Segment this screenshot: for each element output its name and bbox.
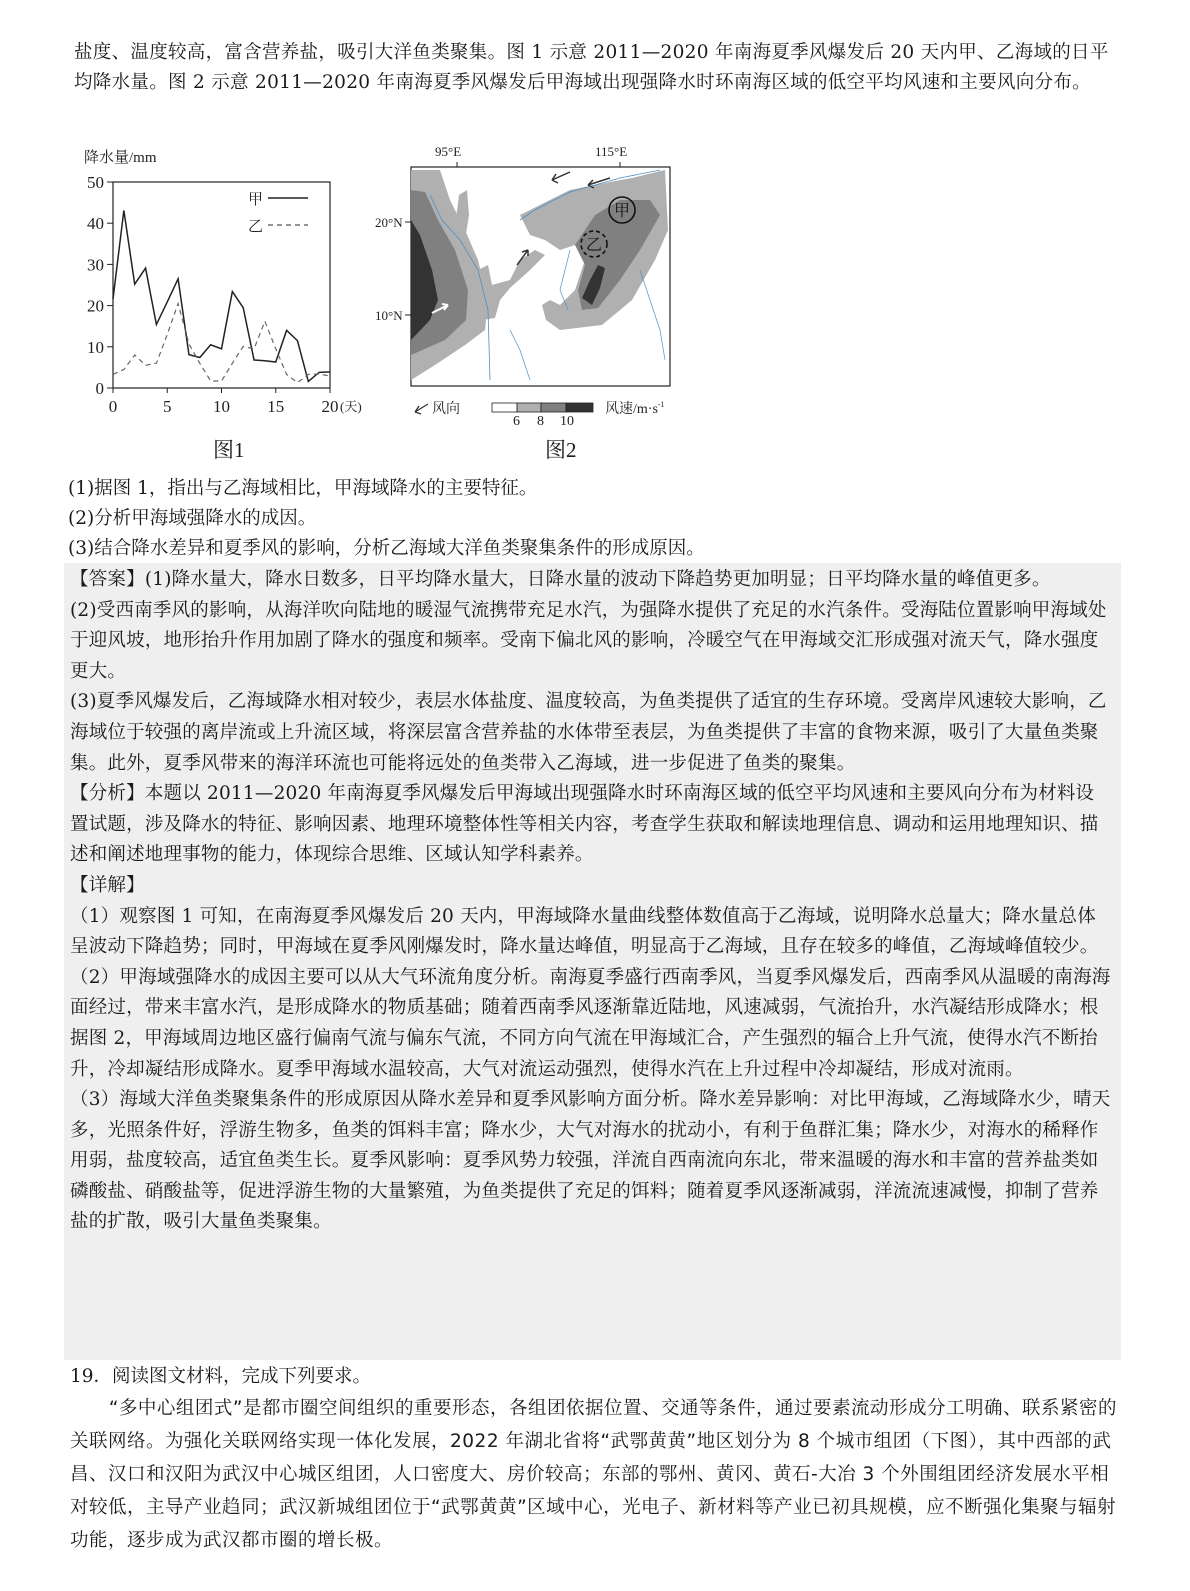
x-tick-label: 0 (108, 397, 118, 416)
answer-3: (3)夏季风爆发后，乙海域降水相对较少，表层水体盐度、温度较高，为鱼类提供了适宜的生存环境。受离岸风速较大影响，乙海域位于较强的离岸流或上升流区域，将深层富含营养盐的水体带至表层，为鱼类提供了丰富的食物来源，吸引了大量鱼类聚集。此外，夏季风带来的海洋环流也可能将远处的鱼类带入乙海域，进一步促进了鱼类的聚集。 (70, 691, 1107, 774)
y-tick-label: 20 (87, 296, 104, 316)
x-tick-label: 5 (163, 397, 172, 416)
legend-label-jia: 甲 (248, 192, 264, 208)
answer-label: 【答案】 (70, 569, 145, 590)
figure1-caption: 图1 (213, 438, 245, 462)
svg-text:8: 8 (537, 414, 544, 429)
legend-label-yi: 乙 (248, 219, 264, 235)
answer-explanation-block (64, 563, 1121, 1360)
figure2-caption: 图2 (545, 438, 577, 462)
svg-text:风速/m·s-1: 风速$/m\cdot s^{-1}$ (605, 400, 665, 417)
question-3: (3)结合降水差异和夏季风的影响，分析乙海域大洋鱼类聚集条件的形成原因。 (68, 538, 705, 559)
svg-text:10: 10 (560, 414, 574, 429)
detail-2: （2）甲海域强降水的成因主要可以从大气环流角度分析。南海夏季盛行西南季风，当夏季风爆发后，西南季风从温暖的南海海面经过，带来丰富水汽，是形成降水的物质基础；随着西南季风逐渐靠近陆地，风速减弱，气流抬升，水汽凝结形成降水；根据图 2，甲海域周边地区盛行偏南气流与偏东气流，不同方向气流在甲海域汇合，产生强烈的辐合上升气流，使得水汽不断抬升，冷却凝结形成降水。夏季甲海域水温较高，大气对流运动强烈，使得水汽在上升过程中冷却凝结，形成对流雨。 (70, 966, 1111, 1080)
wind-speed-map (370, 140, 700, 440)
svg-text:风向: 风向 (432, 402, 460, 417)
plot-frame (113, 182, 330, 388)
y-tick-label: 0 (95, 379, 104, 398)
x-axis-label: (天) (340, 399, 362, 414)
analysis: 【分析】本题以 2011—2020 年南海夏季风爆发后甲海域出现强降水时环南海区域的低空平均风速和主要风向分布为材料设置试题，涉及降水的特征、影响因素、地理环境整体性等相关内容，考查学生获取和解读地理信息、调动和运用地理知识、描述和阐述地理事物的能力，体现综合思维、区域认知学科素养。 (70, 783, 1099, 866)
y-tick-label: 10 (87, 337, 104, 357)
lon-label-115e: 115°E (595, 144, 628, 159)
y-axis-label: 降水量/mm (84, 150, 157, 166)
question-19-title: 19．阅读图文材料，完成下列要求。 (70, 1366, 372, 1387)
lat-label-10n: 10°N (375, 308, 403, 323)
x-tick-label: 15 (267, 397, 285, 416)
detail-1: （1）观察图 1 可知，在南海夏季风爆发后 20 天内，甲海域降水量曲线整体数值高于乙海域，说明降水总量大；降水量总体呈波动下降趋势；同时，甲海域在夏季风刚爆发时，降水量达峰值，明显高于乙海域，且存在较多的峰值，乙海域峰值较少。 (70, 905, 1099, 958)
series-line-jia (113, 210, 330, 381)
detail-label: 【详解】 (70, 874, 145, 896)
chart-legend (248, 191, 308, 235)
answer-1: 【答案】(1)降水量大，降水日数多，日平均降水量大，日降水量的波动下降趋势更加明显；日平均降水量的峰值更多。 (70, 569, 1051, 590)
precipitation-line-chart (70, 140, 370, 430)
question-list (68, 474, 1118, 564)
answer-2: (2)受西南季风的影响，从海洋吹向陆地的暖湿气流携带充足水汽，为强降水提供了充足的水汽条件。受海陆位置影响甲海域处于迎风坡，地形抬升作用加剧了降水的强度和频率。受南下偏北风的影响，冷暖空气在甲海域交汇形成强对流天气，降水强度更大。 (70, 599, 1107, 682)
intro-paragraph: 盐度、温度较高，富含营养盐，吸引大洋鱼类聚集。图 1 示意 2011—2020 年南海夏季风爆发后 20 天内甲、乙海域的日平均降水量。图 2 示意 2011—2020 年南海夏季风爆发后甲海域出现强降水时环南海区域的低空平均风速和主要风向分布。 (74, 42, 1109, 93)
svg-text:甲: 甲 (614, 203, 631, 220)
lon-label-95e: 95°E (435, 144, 462, 159)
analysis-label: 【分析】 (70, 783, 145, 805)
wind-direction-icon (415, 404, 428, 414)
svg-text:6: 6 (513, 414, 520, 429)
map-legend (415, 400, 665, 429)
question-1: (1)据图 1，指出与乙海域相比，甲海域降水的主要特征。 (68, 478, 538, 499)
detail-3: （3）海域大洋鱼类聚集条件的形成原因从降水差异和夏季风影响方面分析。降水差异影响：对比甲海域，乙海域降水少，晴天多，光照条件好，浮游生物多，鱼类的饵料丰富；降水少，大气对海水的扰动小，有利于鱼群汇集；降水少，对海水的稀释作用弱，盐度较高，适宜鱼类生长。夏季风影响：夏季风势力较强，洋流自西南流向东北，带来温暖的海水和丰富的营养盐类如磷酸盐、硝酸盐等，促进浮游生物的大量繁殖，为鱼类提供了充足的饵料；随着夏季风逐渐减弱，洋流流速减慢，抑制了营养盐的扩散，吸引大量鱼类聚集。 (70, 1089, 1111, 1233)
lat-label-20n: 20°N (375, 215, 403, 230)
y-tick-label: 50 (87, 173, 104, 192)
y-tick-label: 30 (87, 255, 104, 275)
svg-text:乙: 乙 (586, 237, 603, 254)
map-frame (411, 167, 670, 386)
x-tick-label: 10 (213, 397, 230, 416)
x-tick-label: 20 (321, 397, 339, 416)
y-tick-label: 40 (87, 214, 104, 234)
question-19-material: “多中心组团式”是都市圈空间组织的重要形态，各组团依据位置、交通等条件，通过要素流动形成分工明确、联系紧密的关联网络。为强化关联网络实现一体化发展，2022 年湖北省将“武鄂黄黄”地区划分为 8 个城市组团（下图），其中西部的武昌、汉口和汉阳为武汉中心城区组团，人口密度大、房价较高；东部的鄂州、黄冈、黄石-大冶 3 个外围组团经济发展水平相对较低，主导产业趋同；武汉新城组团位于“武鄂黄黄”区域中心，光电子、新材料等产业已初具规模，应不断强化集聚与辐射功能，逐步成为武汉都市圈的增长极。 (70, 1398, 1118, 1551)
question-2: (2)分析甲海域强降水的成因。 (68, 508, 317, 529)
figures-area (70, 140, 770, 470)
